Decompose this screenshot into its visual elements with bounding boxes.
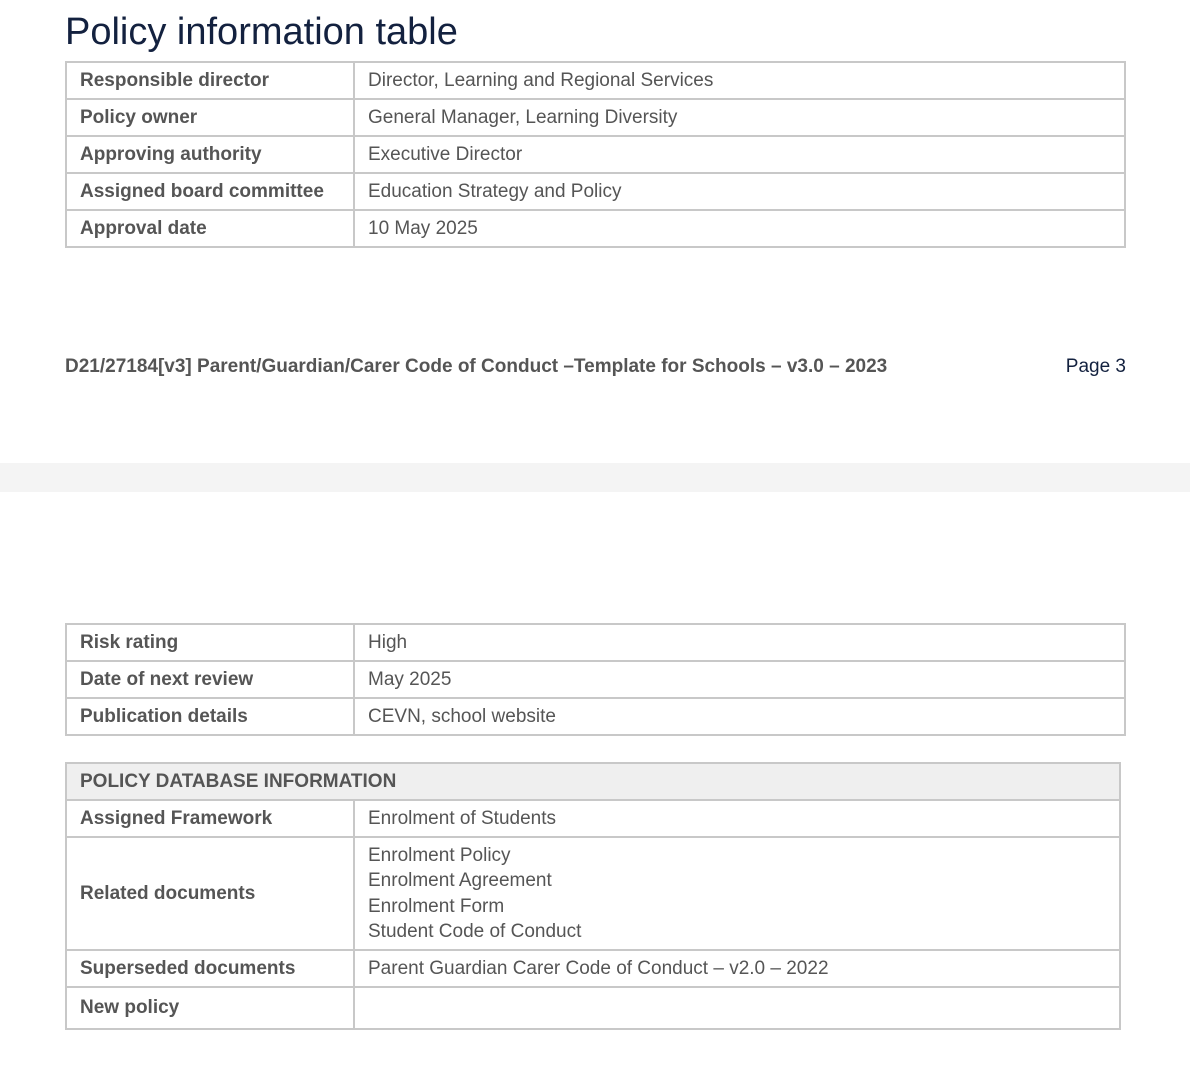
table-row <box>66 661 1125 698</box>
page-title: Policy information table <box>65 11 458 53</box>
row-label: Risk rating <box>66 624 354 661</box>
row-value <box>354 987 1120 1029</box>
page-separator <box>0 463 1190 492</box>
row-value: 10 May 2025 <box>354 210 1125 247</box>
page-footer <box>65 356 1126 378</box>
table-row <box>66 698 1125 735</box>
table-header-row <box>66 763 1120 800</box>
table-row <box>66 136 1125 173</box>
row-label: Related documents <box>66 837 354 950</box>
row-label: New policy <box>66 987 354 1029</box>
row-label: Publication details <box>66 698 354 735</box>
list-item: Enrolment Policy <box>368 844 511 866</box>
policy-database-table <box>65 762 1121 1030</box>
page-number: Page 3 <box>1065 356 1126 377</box>
row-value: Director, Learning and Regional Services <box>354 62 1125 99</box>
policy-information-table-continued <box>65 623 1126 736</box>
row-label: Superseded documents <box>66 950 354 987</box>
row-value: CEVN, school website <box>354 698 1125 735</box>
table-row <box>66 173 1125 210</box>
row-label: Assigned Framework <box>66 800 354 837</box>
row-value: High <box>354 624 1125 661</box>
row-label: Approving authority <box>66 136 354 173</box>
table-row <box>66 99 1125 136</box>
table-row <box>66 950 1120 987</box>
table-row <box>66 62 1125 99</box>
list-item: Enrolment Agreement <box>368 870 552 892</box>
row-value: Executive Director <box>354 136 1125 173</box>
document-reference: D21/27184[v3] Parent/Guardian/Carer Code of Conduct –Template for Schools – v3.0 – 2023 <box>65 356 888 377</box>
list-item: Student Code of Conduct <box>368 920 582 942</box>
related-documents-list <box>354 837 1120 950</box>
table-row <box>66 624 1125 661</box>
row-label: Date of next review <box>66 661 354 698</box>
row-value: Education Strategy and Policy <box>354 173 1125 210</box>
policy-information-table <box>65 61 1126 248</box>
table-row <box>66 837 1120 950</box>
table-row <box>66 800 1120 837</box>
row-label: Policy owner <box>66 99 354 136</box>
list-item: Enrolment Form <box>368 895 505 917</box>
section-header: POLICY DATABASE INFORMATION <box>66 763 1120 800</box>
row-label: Responsible director <box>66 62 354 99</box>
row-value: Parent Guardian Carer Code of Conduct – v2.0 – 2022 <box>354 950 1120 987</box>
row-value: May 2025 <box>354 661 1125 698</box>
row-value: Enrolment of Students <box>354 800 1120 837</box>
row-label: Approval date <box>66 210 354 247</box>
table-row <box>66 210 1125 247</box>
row-label: Assigned board committee <box>66 173 354 210</box>
row-value: General Manager, Learning Diversity <box>354 99 1125 136</box>
table-row <box>66 987 1120 1029</box>
